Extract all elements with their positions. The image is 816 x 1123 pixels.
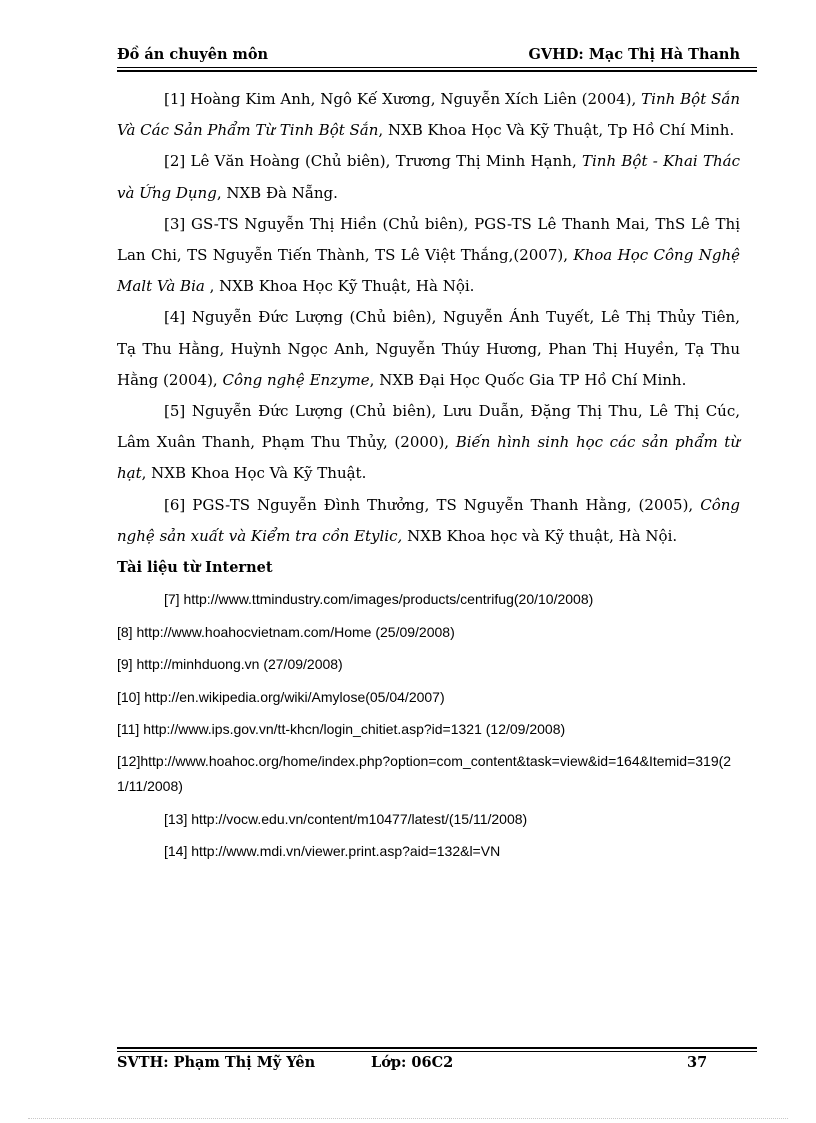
header-rule-thin [117, 67, 757, 68]
page-edge-divider [28, 1118, 788, 1119]
footer-class: Lớp: 06C2 [371, 1054, 454, 1071]
reference-item: [4] Nguyễn Đức Lượng (Chủ biên), Nguyễn Ánh Tuyết, Lê Thị Thủy Tiên, Tạ Thu Hằng, Huỳnh Ngọc Anh, Nguyễn Thúy Hương, Phan Thị Huyền, Tạ Thu Hằng (2004), Công nghệ Enzyme, NXB Đại Học Quốc Gia TP Hồ Chí Minh. [117, 308, 740, 389]
page-header [117, 46, 740, 63]
header-document-type: Đồ án chuyên môn [117, 46, 269, 63]
footer-student: SVTH: Phạm Thị Mỹ Yên [117, 1054, 316, 1071]
reference-item: [6] PGS-TS Nguyễn Đình Thưởng, TS Nguyễn Thanh Hằng, (2005), Công nghệ sản xuất và Kiểm tra cồn Etylic, NXB Khoa học và Kỹ thuật, Hà Nội. [117, 495, 740, 545]
reference-title: Tinh Bột - Khai Thác và Ứng Dụng [117, 152, 740, 202]
internet-reference: [7] http://www.ttmindustry.com/images/products/centrifug(20/10/2008) [164, 591, 594, 608]
reference-title: Công nghệ sản xuất và Kiểm tra cồn Etylic, [117, 495, 740, 545]
internet-reference: [9] http://minhduong.vn (27/09/2008) [117, 656, 343, 673]
page-number: 37 [687, 1054, 708, 1071]
reference-item: [1] Hoàng Kim Anh, Ngô Kế Xương, Nguyễn Xích Liên (2004), Tinh Bột Sắn Và Các Sản Phẩm Từ Tinh Bột Sắn, NXB Khoa Học Và Kỹ Thuật, Tp Hồ Chí Minh. [117, 90, 740, 140]
internet-reference: [11] http://www.ips.gov.vn/tt-khcn/login_chitiet.asp?id=1321 (12/09/2008) [117, 721, 566, 738]
header-rule-thick [117, 70, 757, 72]
reference-list [117, 84, 740, 868]
reference-item: [2] Lê Văn Hoàng (Chủ biên), Trương Thị Minh Hạnh, Tinh Bột - Khai Thác và Ứng Dụng, NXB Đà Nẵng. [117, 152, 740, 202]
reference-item: [3] GS-TS Nguyễn Thị Hiền (Chủ biên), PGS-TS Lê Thanh Mai, ThS Lê Thị Lan Chi, TS Nguyễn Tiến Thành, TS Lê Việt Thắng,(2007), Khoa Học Công Nghệ Malt Và Bia , NXB Khoa Học Kỹ Thuật, Hà Nội. [117, 214, 740, 296]
reference-title: Công nghệ Enzyme [222, 370, 370, 389]
internet-section-title: Tài liệu từ Internet [117, 559, 273, 577]
internet-reference: [10] http://en.wikipedia.org/wiki/Amylose(05/04/2007) [117, 688, 445, 705]
reference-title: Tinh Bột Sắn Và Các Sản Phẩm Từ Tinh Bột Sắn [117, 90, 740, 140]
internet-reference: [12]http://www.hoahoc.org/home/index.php?option=com_content&task=view&id=164&Itemid=319(21/11/2008) [117, 752, 732, 794]
header-supervisor: GVHD: Mạc Thị Hà Thanh [528, 46, 740, 63]
reference-title: Khoa Học Công Nghệ Malt Và Bia [117, 246, 740, 296]
internet-reference: [14] http://www.mdi.vn/viewer.print.asp?aid=132&l=VN [164, 843, 501, 860]
footer-rule-thick [117, 1047, 757, 1049]
reference-title: Biến hình sinh học các sản phẩm từ hạt [117, 433, 740, 483]
footer-rule-thin [117, 1051, 757, 1052]
internet-reference: [8] http://www.hoahocvietnam.com/Home (25/09/2008) [117, 623, 455, 640]
reference-item: [5] Nguyễn Đức Lượng (Chủ biên), Lưu Duẫn, Đặng Thị Thu, Lê Thị Cúc, Lâm Xuân Thanh, Phạm Thu Thủy, (2000), Biến hình sinh học các sản phẩm từ hạt, NXB Khoa Học Và Kỹ Thuật. [117, 402, 740, 483]
internet-reference: [13] http://vocw.edu.vn/content/m10477/latest/(15/11/2008) [164, 810, 528, 827]
